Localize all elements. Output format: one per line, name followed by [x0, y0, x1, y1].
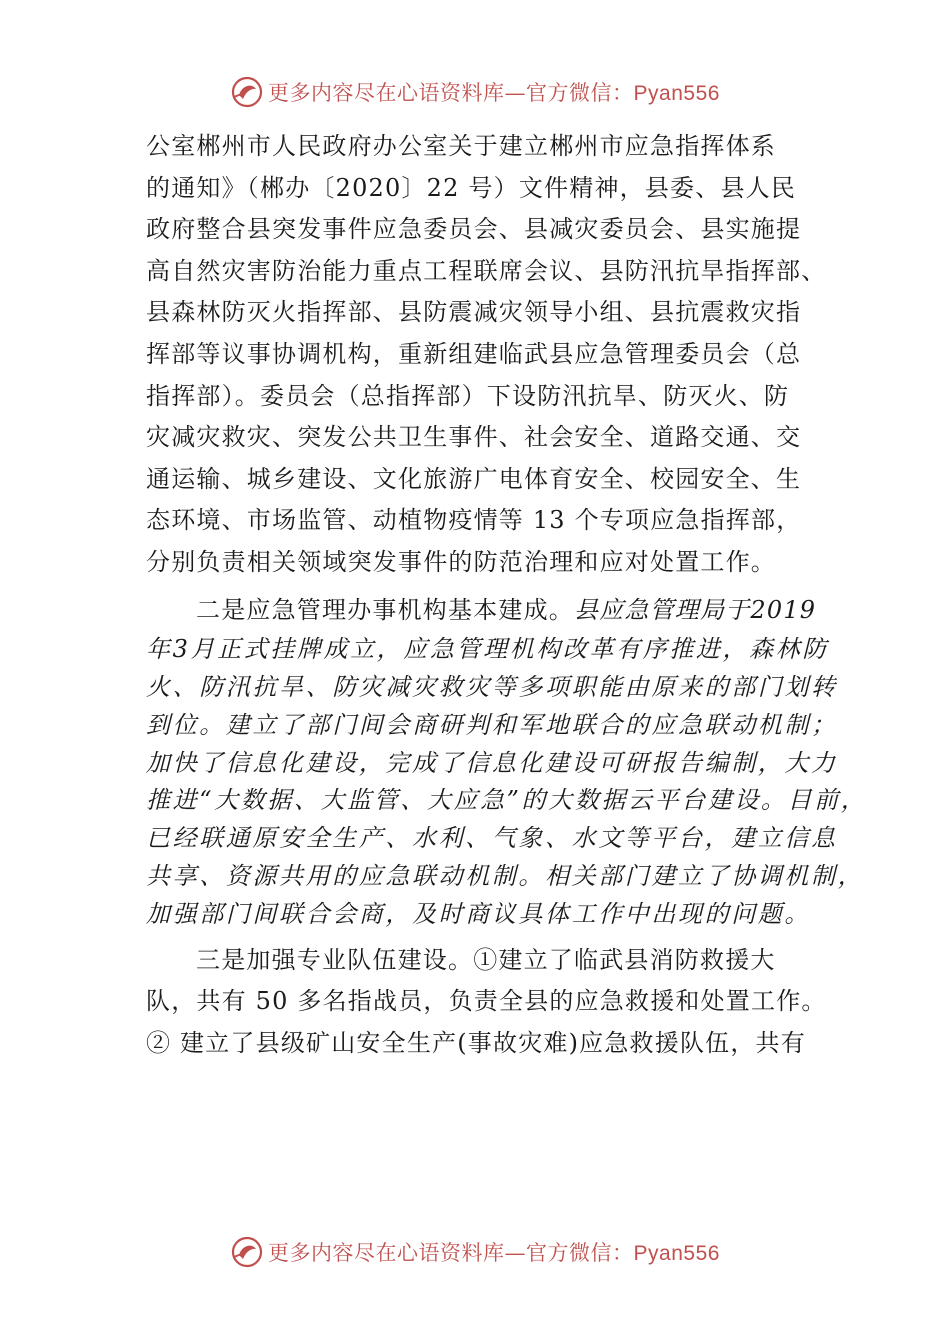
- watermark-text: 更多内容尽在心语资料库—官方微信：Pyan556: [268, 1241, 720, 1265]
- italic-line: 推进“大数据、大监管、大应急”的大数据云平台建设。目前，: [146, 786, 868, 815]
- italic-line: 年3月正式挂牌成立，应急管理机构改革有序推进，森林防: [146, 635, 829, 664]
- text-line: 高自然灾害防治能力重点工程联席会议、县防汛抗旱指挥部、: [146, 256, 827, 285]
- text-line: 挥部等议事协调机构，重新组建临武县应急管理委员会（总: [146, 339, 802, 368]
- text-line: 通运输、城乡建设、文化旅游广电体育安全、校园安全、生: [146, 464, 802, 493]
- text-line: 态环境、市场监管、动植物疫情等 13 个专项应急指挥部，: [146, 506, 802, 535]
- text-line: 分别负责相关领域突发事件的防范治理和应对处置工作。: [146, 547, 776, 576]
- text-line: 县森林防灭火指挥部、县防震减灾领导小组、县抗震救灾指: [146, 298, 802, 327]
- italic-text: 县应急管理局于2019: [574, 595, 817, 624]
- text-line: [146, 590, 836, 632]
- text-line: 队，共有 50 多名指战员，负责全县的应急救援和处置工作。: [146, 987, 827, 1016]
- italic-line: 加强部门间联合会商，及时商议具体工作中出现的问题。: [146, 899, 811, 928]
- italic-line: 加快了信息化建设，完成了信息化建设可研报告编制，大力: [146, 748, 838, 777]
- text-line: 公室郴州市人民政府办公室关于建立郴州市应急指挥体系: [146, 132, 776, 160]
- paragraph-lead: 二是应急管理办事机构基本建成。: [196, 595, 574, 624]
- text-line: 灾减灾救灾、突发公共卫生事件、社会安全、道路交通、交: [146, 423, 802, 452]
- italic-line: 共享、资源共用的应急联动机制。相关部门建立了协调机制，: [146, 861, 865, 890]
- paragraph-2: [146, 590, 868, 934]
- text-line: 的通知》（郴办〔2020〕22 号）文件精神，县委、县人民: [146, 173, 797, 202]
- paragraph-3: [146, 940, 836, 1065]
- document-body: [146, 126, 868, 1064]
- text-line: 三是加强专业队伍建设。①建立了临武县消防救援大: [196, 945, 776, 974]
- text-line: 指挥部）。委员会（总指挥部）下设防汛抗旱、防灭火、防: [146, 381, 790, 410]
- paragraph-1: [146, 126, 836, 584]
- logo-icon: [230, 75, 264, 109]
- footer-watermark: [0, 1232, 950, 1272]
- italic-line: 火、防汛抗旱、防灾减灾救灾等多项职能由原来的部门划转: [146, 672, 838, 701]
- header-watermark: [0, 72, 950, 112]
- text-line: 政府整合县突发事件应急委员会、县减灾委员会、县实施提: [146, 215, 802, 244]
- watermark-text: 更多内容尽在心语资料库—官方微信：Pyan556: [268, 81, 720, 105]
- text-line: ② 建立了县级矿山安全生产(事故灾难)应急救援队伍，共有: [146, 1028, 806, 1057]
- italic-line: 到位。建立了部门间会商研判和军地联合的应急联动机制；: [146, 710, 838, 739]
- logo-icon: [230, 1235, 264, 1269]
- italic-line: 已经联通原安全生产、水利、气象、水文等平台，建立信息: [146, 824, 838, 853]
